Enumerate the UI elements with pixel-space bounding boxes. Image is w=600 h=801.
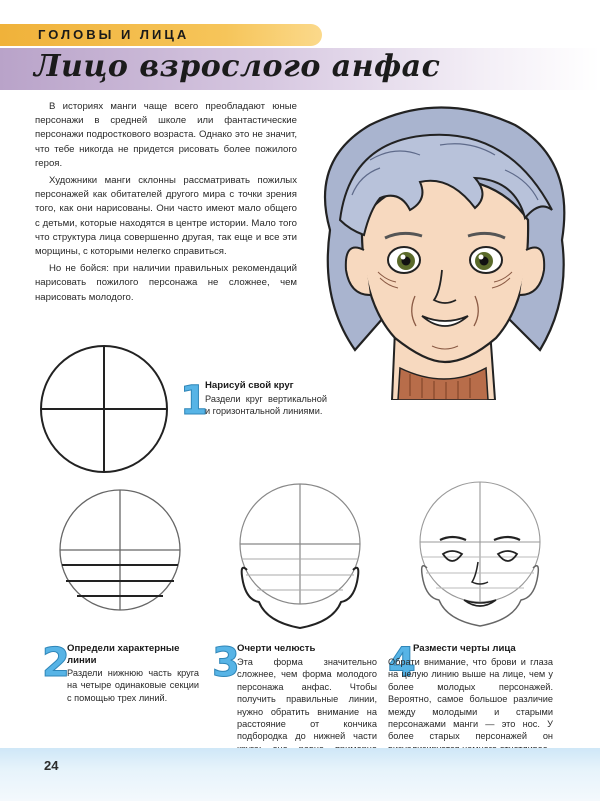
step-3-number: 3	[212, 640, 240, 686]
step-3-title: Очерти челюсть	[237, 643, 316, 654]
intro-paragraph-1: В историях манги чаще всего преобладают юные персонажи в средней школе или фантастические персонажи подросткового возраста. Однако это не значит, что тебе никогда не придется рисовать более пожилого героя.	[35, 101, 297, 169]
intro-text	[35, 100, 297, 308]
page-title: Лицо взрослого анфас	[34, 49, 441, 84]
page-number: 24	[44, 758, 59, 773]
step-4-number: 4	[388, 640, 416, 686]
intro-paragraph-2: Художники манги склонны рассматривать пожилых персонажей как обитателей другого мира с точки зрения того, как они нарисованы. Они часто имеют мало общего с детьми, которые находятся в центре истории. Мало того что структура лица совершенно другая, так еще и все эти морщины, с которыми нелегко справиться.	[35, 175, 297, 258]
section-label: ГОЛОВЫ И ЛИЦА	[38, 27, 190, 42]
elderly-face-illustration	[300, 100, 590, 400]
intro-paragraph-3: Но не бойся: при наличии правильных рекомендаций нарисовать пожилого персонажа не сложнее, чем нарисовать молодого.	[35, 263, 297, 303]
step-1-title: Нарисуй свой круг	[205, 380, 294, 391]
face	[362, 178, 528, 362]
step-4-title: Размести черты лица	[413, 643, 516, 654]
step-2-number: 2	[42, 640, 70, 686]
step1-circle-sketch	[38, 345, 173, 475]
step-2-title: Определи характерные линии	[67, 643, 180, 666]
step-2-body: Раздели нижнюю часть круга на четыре одинаковые секции с помощью трех линий.	[67, 668, 199, 703]
step-1-number: 1	[180, 378, 208, 424]
footer-band	[0, 748, 600, 801]
step-3-body: Эта форма значительно сложнее, чем форма молодого персонажа анфас. Чтобы получить правильные линии, нужно обратить внимание на расстояние от кончика подбородка до нижней части	[237, 657, 377, 742]
step-1-body: Раздели круг вертикальной и горизонтальной линиями.	[205, 394, 327, 417]
step2-lines-sketch	[55, 488, 185, 613]
step-4-body: Обрати внимание, что брови и глаза на целую линию выше на лице, чем у более молодых персонажей. Вероятно, самое большое различие между молодыми и старыми персонажами манги — это нос. У более старых персонажей он	[388, 657, 553, 742]
step4-features-sketch	[410, 478, 550, 630]
step3-jaw-sketch	[235, 482, 365, 632]
